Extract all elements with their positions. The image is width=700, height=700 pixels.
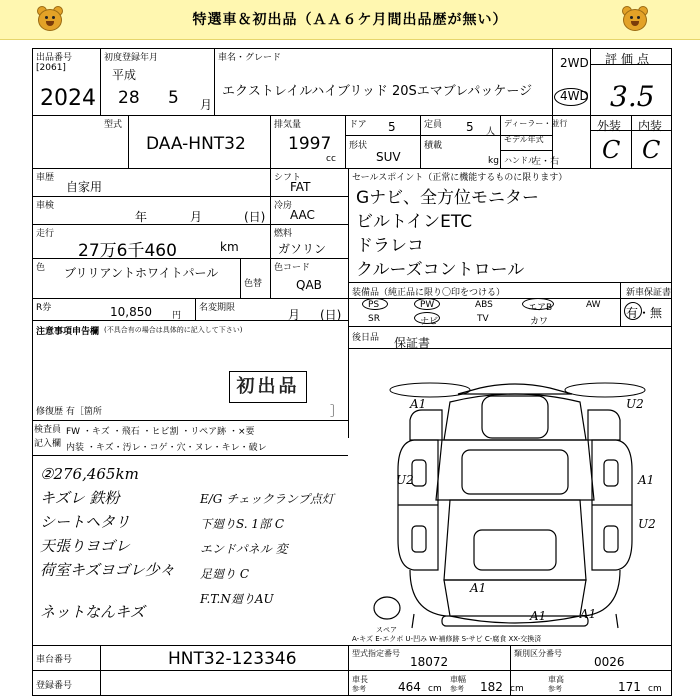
first-listing-stamp: 初出品	[229, 371, 307, 403]
equipment-ps-circle	[362, 298, 388, 310]
shape-label: 形状	[349, 141, 368, 151]
lot-code: [2061]	[36, 63, 66, 73]
type-designation-label: 型式指定番号	[352, 649, 400, 658]
fuel-value: ガソリン	[278, 242, 327, 256]
inspector-row-interior: 内装 ・キズ・汚レ・コゲ・穴・ヌレ・キレ・破レ	[66, 443, 267, 453]
equipment-airbag-circle	[522, 298, 554, 310]
equipment-ps: PS	[368, 300, 380, 310]
interior-grade: C	[642, 136, 661, 164]
lot-number-label: 出品番号	[36, 53, 73, 63]
sales-point-4: クルーズコントロール	[356, 260, 525, 280]
inspection-day-unit: (日)	[244, 210, 266, 224]
drive-2wd: 2WD	[560, 56, 589, 70]
capacity-value: 5	[466, 120, 474, 134]
note-line-5: 荷室キズヨゴレ少々	[40, 561, 175, 579]
equipment-navi-circle	[414, 312, 440, 324]
damage-legend: A-キズ E-エクボ U-凹み W-補修跡 S-サビ C-腐食 XX-交換済	[352, 635, 542, 643]
note-right-2: 下廻りS. 1部 C	[200, 517, 285, 531]
damage-mark-u2-right-rear: U2	[638, 517, 656, 531]
equipment-sr: SR	[368, 314, 380, 324]
equipment-abs: ABS	[475, 300, 493, 310]
title-deadline-label: 名変期限	[199, 303, 236, 313]
height-ref: 参考	[548, 685, 562, 693]
chassis-label: 車台番号	[36, 655, 73, 665]
note-line-1: ②276,465km	[40, 465, 139, 483]
height-label: 車高	[548, 675, 564, 684]
exterior-label: 外装	[597, 119, 622, 133]
type-designation-value: 18072	[410, 655, 449, 669]
sales-points-title: セールスポイント（正常に機能するものに限ります）	[352, 173, 568, 183]
shift-value: FAT	[290, 180, 311, 194]
load-label: 積載	[424, 141, 443, 151]
handwritten-right-notes	[200, 487, 334, 612]
note-right-4: 足廻り C	[200, 567, 249, 581]
note-line-3: シートヘタリ	[40, 513, 131, 531]
color-label: 色	[36, 263, 46, 273]
month-unit: 月	[200, 98, 213, 112]
mileage-label: 走行	[36, 229, 55, 239]
sales-point-1: Gナビ、全方位モニター	[356, 188, 540, 208]
color-code-label: 色コード	[274, 263, 311, 273]
damage-mark-u2-front-right: U2	[626, 397, 644, 411]
length-value: 464	[398, 680, 421, 694]
equipment-tv: TV	[477, 314, 489, 324]
note-line-6: ネットなんキズ	[40, 603, 145, 621]
dealer-label: ディーラー・並行	[504, 119, 568, 128]
inspector-row-fw: FW ・キズ ・飛石 ・ヒビ割 ・リペア跡 ・×要	[66, 427, 255, 437]
notes-label: 注意事項申告欄	[36, 327, 100, 337]
sales-point-3: ドラレコ	[356, 236, 424, 256]
note-line-4: 天張りヨゴレ	[40, 537, 131, 555]
model-label: 車名・グレード	[218, 53, 282, 63]
repair-history-label: 修復歴 有［箇所	[36, 407, 102, 417]
fuel-label: 燃料	[274, 229, 293, 239]
width-unit: cm	[510, 684, 524, 694]
lot-year: 2024	[40, 86, 96, 111]
new-manual-label: 新車保証書	[626, 288, 672, 298]
grade-value: 3.5	[610, 80, 655, 113]
color-code-value: QAB	[296, 278, 322, 292]
era: 平成	[112, 68, 137, 82]
damage-mark-a1-rear-bumper: A1	[530, 609, 547, 623]
aftersales-label: 後日品	[352, 333, 380, 343]
sales-point-2: ビルトインETC	[356, 212, 473, 232]
handwritten-notes	[40, 462, 175, 624]
class-label: 類別区分番号	[514, 649, 562, 658]
usage-value: 自家用	[66, 180, 103, 194]
inspection-label: 車検	[36, 201, 55, 211]
inspection-month-unit: 月	[190, 210, 203, 224]
length-unit: cm	[428, 684, 442, 694]
km-unit: km	[220, 240, 239, 254]
exterior-grade: C	[602, 136, 621, 164]
deadline-day-unit: (日)	[320, 308, 342, 322]
registration-number-label: 登録番号	[36, 681, 73, 691]
handle-value: 左・右	[532, 157, 560, 167]
note-right-3: エンドパネル 変	[200, 542, 288, 556]
damage-mark-a1-rear-center: A1	[470, 581, 487, 595]
model-name: エクストレイルハイブリッド 20Sエマブレパッケージ	[222, 84, 533, 99]
registration-month: 5	[168, 88, 179, 108]
damage-mark-a1-front-left: A1	[410, 397, 427, 411]
note-right-5: F.T.N廻りAU	[200, 592, 274, 606]
note-right-1: E/G チェックランプ点灯	[200, 492, 334, 506]
length-label: 車長	[352, 675, 368, 684]
kg-unit: kg	[488, 156, 499, 166]
height-unit: cm	[648, 684, 662, 694]
damage-mark-a1-right: A1	[638, 473, 655, 487]
equipment-title: 装備品（純正品に限り〇印をつける）	[352, 288, 506, 298]
ac-label: 冷房	[274, 201, 293, 211]
first-registration-label: 初度登録年月	[104, 53, 159, 63]
ac-value: AAC	[290, 208, 315, 222]
length-ref: 参考	[352, 685, 366, 693]
damage-mark-a1-rear-right: A1	[580, 607, 597, 621]
new-manual-value: 有・無	[626, 306, 663, 320]
notes-sub: (不具合有の場合は具体的に記入して下さい)	[104, 326, 243, 334]
equipment-airbag: エアB	[528, 303, 553, 313]
shape-value: SUV	[376, 150, 401, 164]
recycle-label: R券	[36, 303, 52, 313]
drive-4wd: 4WD	[560, 89, 589, 103]
chassis-value: HNT32-123346	[168, 649, 297, 669]
shift-label: シフト	[274, 173, 302, 183]
yen-unit: 円	[172, 311, 182, 321]
width-label: 車幅	[450, 675, 466, 684]
deadline-month-unit: 月	[288, 308, 301, 322]
color-value: ブリリアントホワイトパール	[64, 266, 219, 280]
displacement-label: 排気量	[274, 120, 302, 130]
cc-unit: cc	[326, 154, 336, 164]
damage-mark-u2-left: U2	[396, 473, 414, 487]
note-line-2: キズレ 鉄粉	[40, 489, 120, 507]
equipment-navi: ナビ	[420, 317, 439, 327]
inspection-year-unit: 年	[135, 210, 148, 224]
grade-label: 評価点	[605, 52, 654, 66]
registration-year: 28	[118, 88, 140, 108]
type-label: 型式	[104, 120, 123, 130]
equipment-pw: PW	[420, 300, 435, 310]
interior-label: 内装	[638, 119, 663, 133]
equipment-leather: カワ	[530, 317, 549, 327]
doors-value: 5	[388, 120, 396, 134]
repair-bracket-close: ］	[330, 404, 343, 418]
recycle-value: 10,850	[110, 305, 152, 319]
manual-yes-circle	[624, 302, 642, 320]
displacement-value: 1997	[288, 134, 332, 154]
sales-points-list	[356, 186, 539, 282]
model-year-label: モデル年式	[504, 135, 544, 144]
type-value: DAA-HNT32	[146, 134, 246, 154]
aftersales-value: 保証書	[394, 336, 431, 350]
height-value: 171	[618, 680, 641, 694]
handle-label: ハンドル	[504, 156, 536, 165]
width-ref: 参考	[450, 685, 464, 693]
inspector-label: 検査員記入欄	[34, 425, 62, 449]
equipment-aw: AW	[586, 300, 601, 310]
color-change-label: 色替	[244, 279, 263, 289]
usage-label: 車歴	[36, 173, 55, 183]
mileage-value: 27万6千460	[78, 241, 177, 261]
banner-title: 特選車＆初出品（ＡＡ６ケ月間出品歴が無い）	[192, 12, 508, 28]
capacity-unit: 人	[486, 127, 496, 137]
capacity-label: 定員	[424, 120, 443, 130]
class-value: 0026	[594, 655, 625, 669]
equipment-pw-circle	[414, 298, 440, 310]
doors-label: ドア	[349, 120, 367, 130]
car-damage-diagram	[350, 380, 670, 642]
width-value: 182	[480, 680, 503, 694]
spare-tire-label: スペア	[376, 626, 397, 634]
